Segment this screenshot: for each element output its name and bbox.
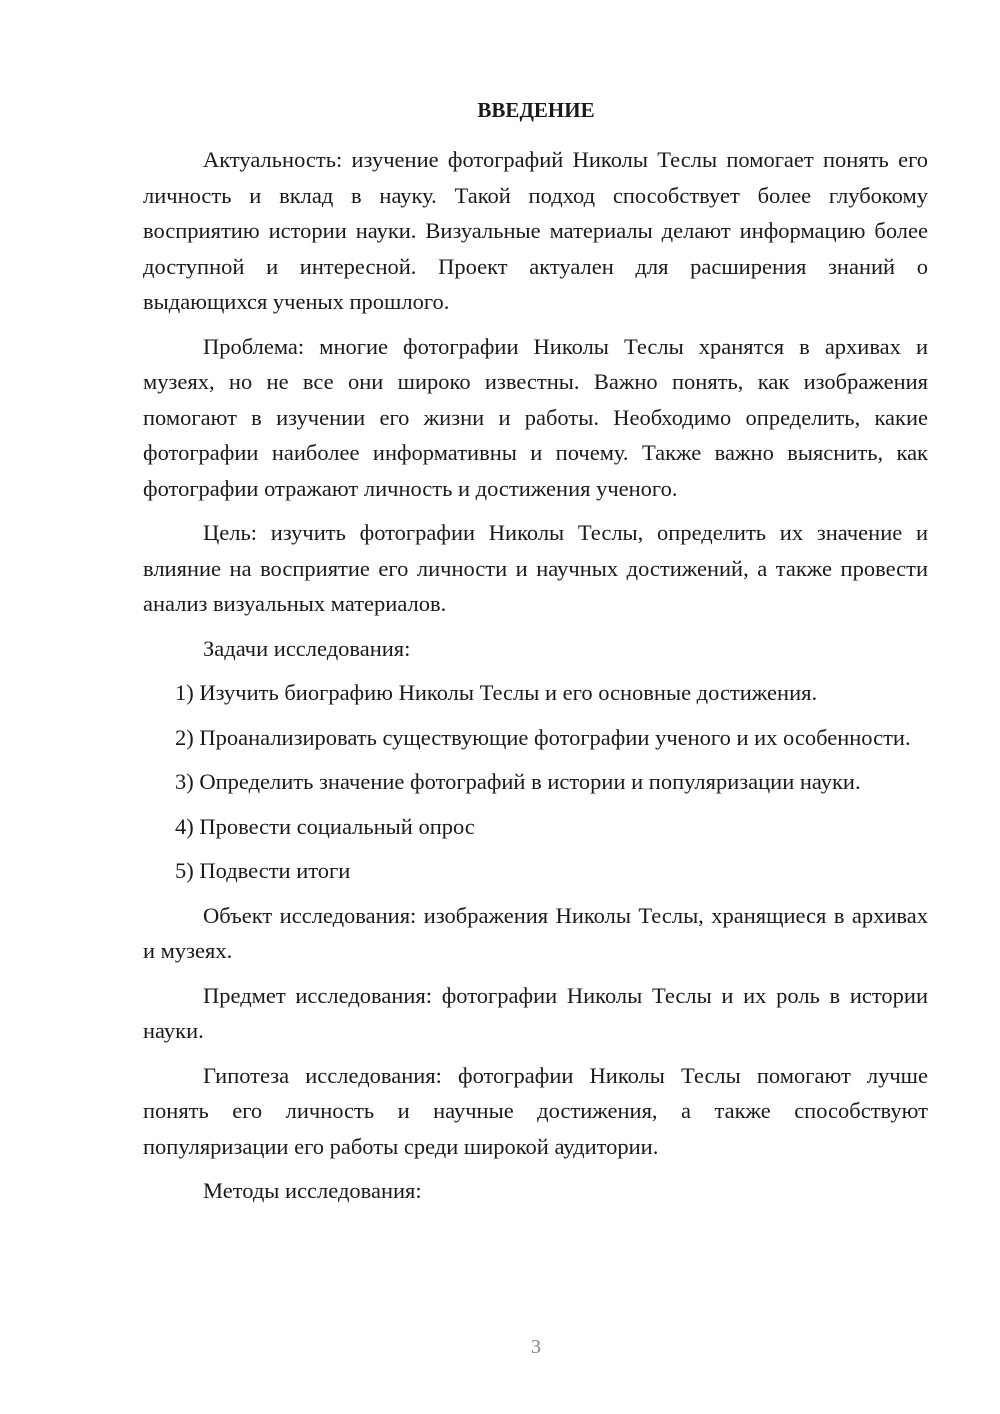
paragraph-goal: Цель: изучить фотографии Николы Теслы, определить их значение и влияние на восприятие его личности и научных достижений, а также провести анализ визуальных материалов. — [143, 520, 928, 616]
paragraph-tasks-heading: Задачи исследования: — [203, 635, 411, 661]
paragraph-object: Объект исследования: изображения Николы Теслы, хранящиеся в архивах и музеях. — [143, 902, 928, 963]
document-body — [143, 142, 928, 1218]
task-item: 1) Изучить биографию Николы Теслы и его основные достижения. — [175, 680, 818, 705]
paragraph-problem: Проблема: многие фотографии Николы Теслы хранятся в архивах и музеях, но не все они широко известны. Важно понять, как изображения помогают в изучении его жизни и работы. Необходимо определить, какие фотографии наиболее информативны и почему. Также важно выяснить, как фотографии отражают личность и достижения ученого. — [143, 333, 928, 501]
paragraph-hypothesis: Гипотеза исследования: фотографии Николы Теслы помогают лучше понять его личность и научные достижения, а также способствуют популяризации его работы среди широкой аудитории. — [143, 1062, 928, 1159]
paragraph-relevance: Актуальность: изучение фотографий Николы Теслы помогает понять его личность и вклад в науку. Такой подход способствует более глубокому восприятию истории науки. Визуальные материалы делают информацию более доступной и интересной. Проект актуален для расширения знаний о выдающихся ученых прошлого. — [143, 147, 928, 314]
paragraph-subject: Предмет исследования: фотографии Николы Теслы и их роль в истории науки. — [143, 982, 928, 1043]
paragraph-methods: Методы исследования: — [203, 1178, 422, 1203]
task-item: 3) Определить значение фотографий в истории и популяризации науки. — [175, 769, 861, 794]
page-number: 3 — [531, 1336, 541, 1358]
task-item: 4) Провести социальный опрос — [175, 813, 475, 839]
page-title: ВВЕДЕНИЕ — [477, 98, 595, 122]
task-item: 5) Подвести итоги — [175, 858, 351, 883]
task-item: 2) Проанализировать существующие фотографии ученого и их особенности. — [175, 724, 911, 750]
